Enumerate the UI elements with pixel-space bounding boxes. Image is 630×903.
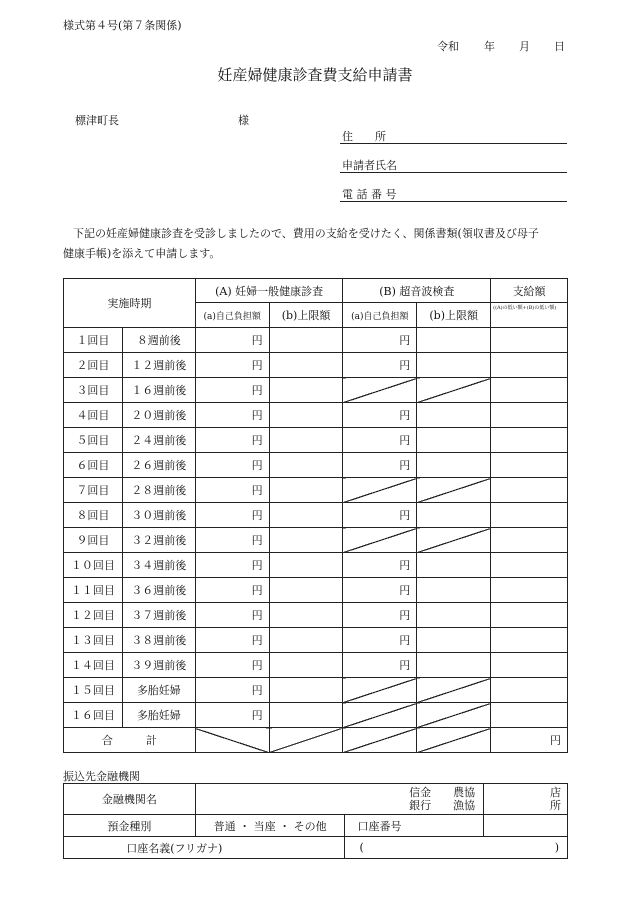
subheader-payment-note: ((A)の低い額+(B)の低い額): [491, 303, 568, 328]
row-week: ３９週前後: [122, 653, 195, 678]
header-payment: 支給額: [491, 279, 568, 303]
form-number: 様式第４号(第７条関係): [63, 19, 182, 32]
total-payment[interactable]: 円: [491, 728, 568, 753]
payment-amount[interactable]: [491, 353, 568, 378]
payment-amount[interactable]: [491, 553, 568, 578]
table-row: [64, 453, 568, 478]
subheader-b-self: (a)自己負担額: [343, 303, 417, 328]
row-number: １回目: [64, 328, 123, 353]
a-limit-amount[interactable]: [269, 378, 343, 403]
a-limit-amount[interactable]: [269, 653, 343, 678]
total-label: 合 計: [64, 728, 196, 753]
b-limit-diagonal: [417, 528, 491, 553]
b-self-amount[interactable]: 円: [343, 578, 417, 603]
bank-table: [63, 783, 568, 859]
table-row: [64, 703, 568, 728]
total-diag-a2: [269, 728, 343, 753]
b-limit-amount[interactable]: [417, 503, 491, 528]
row-week: 多胎妊婦: [122, 703, 195, 728]
branch-label-2: 所: [550, 799, 561, 812]
a-self-amount[interactable]: 円: [195, 528, 269, 553]
bank-heading: 振込先金融機関: [63, 770, 140, 783]
page-title: 妊産婦健康診査費支給申請書: [217, 66, 413, 84]
payment-amount[interactable]: [491, 528, 568, 553]
applicant-phone-label: 電 話 番 号: [342, 188, 397, 201]
a-self-amount[interactable]: 円: [195, 453, 269, 478]
b-limit-amount[interactable]: [417, 453, 491, 478]
payment-amount[interactable]: [491, 603, 568, 628]
b-self-amount[interactable]: 円: [343, 628, 417, 653]
payment-amount[interactable]: [491, 428, 568, 453]
bank-name-label: 金融機関名: [64, 784, 196, 815]
row-week: ８週前後: [122, 328, 195, 353]
row-number: １４回目: [64, 653, 123, 678]
b-limit-amount[interactable]: [417, 578, 491, 603]
b-limit-amount[interactable]: [417, 603, 491, 628]
a-limit-amount[interactable]: [269, 603, 343, 628]
b-limit-amount[interactable]: [417, 628, 491, 653]
subheader-b-limit: (b)上限額: [417, 303, 491, 328]
row-number: ２回目: [64, 353, 123, 378]
applicant-address-label: 住 所: [342, 130, 386, 143]
table-row: [64, 678, 568, 703]
payment-amount[interactable]: [491, 703, 568, 728]
row-number: １５回目: [64, 678, 123, 703]
applicant-name-label: 申請者氏名: [342, 159, 397, 172]
b-self-amount[interactable]: 円: [343, 653, 417, 678]
b-self-amount[interactable]: 円: [343, 453, 417, 478]
row-week: ３７週前後: [122, 603, 195, 628]
row-week: １２週前後: [122, 353, 195, 378]
phone-underline: [340, 201, 567, 202]
a-limit-amount[interactable]: [269, 628, 343, 653]
account-type-label: 預金種別: [64, 815, 196, 837]
b-limit-diagonal: [417, 678, 491, 703]
b-self-diagonal: [343, 678, 417, 703]
holder-label: 口座名義(フリガナ): [64, 837, 345, 859]
b-self-amount[interactable]: 円: [343, 503, 417, 528]
row-number: ３回目: [64, 378, 123, 403]
payment-amount[interactable]: [491, 503, 568, 528]
table-row: [64, 403, 568, 428]
row-number: １１回目: [64, 578, 123, 603]
a-self-amount[interactable]: 円: [195, 503, 269, 528]
address-underline: [340, 143, 567, 144]
b-limit-diagonal: [417, 703, 491, 728]
date-era: 令和: [437, 40, 459, 53]
table-row: [64, 653, 568, 678]
addressee-name: 標津町長: [75, 114, 119, 127]
row-week: ３８週前後: [122, 628, 195, 653]
row-number: ９回目: [64, 528, 123, 553]
a-self-amount[interactable]: 円: [195, 703, 269, 728]
a-self-amount[interactable]: 円: [195, 353, 269, 378]
row-number: １６回目: [64, 703, 123, 728]
date-line: [437, 38, 567, 54]
b-self-amount[interactable]: 円: [343, 553, 417, 578]
table-row: [64, 528, 568, 553]
holder-paren-close: ): [554, 841, 559, 854]
holder-field[interactable]: [345, 837, 568, 859]
table-row: [64, 478, 568, 503]
payment-amount[interactable]: [491, 403, 568, 428]
header-b: (B) 超音波検査: [343, 279, 491, 303]
a-limit-amount[interactable]: [269, 353, 343, 378]
b-self-amount[interactable]: 円: [343, 428, 417, 453]
date-day: 日: [554, 40, 565, 53]
payment-amount[interactable]: [491, 378, 568, 403]
row-week: ２０週前後: [122, 403, 195, 428]
b-self-amount[interactable]: 円: [343, 603, 417, 628]
row-week: ３０週前後: [122, 503, 195, 528]
branch-field[interactable]: [484, 784, 568, 815]
subheader-a-limit: (b)上限額: [269, 303, 343, 328]
b-limit-amount[interactable]: [417, 353, 491, 378]
table-row: [64, 603, 568, 628]
table-row: [64, 353, 568, 378]
b-limit-diagonal: [417, 378, 491, 403]
bank-type-line-1: 信金 農協: [409, 786, 476, 799]
account-type-options[interactable]: 普通 ・ 当座 ・ その他: [195, 815, 345, 837]
branch-label-1: 店: [550, 786, 561, 799]
row-number: １３回目: [64, 628, 123, 653]
row-number: ６回目: [64, 453, 123, 478]
account-number-cell: [345, 815, 484, 837]
a-limit-amount[interactable]: [269, 578, 343, 603]
a-limit-amount[interactable]: [269, 403, 343, 428]
b-limit-amount[interactable]: [417, 653, 491, 678]
header-a: (A) 妊婦一般健康診査: [195, 279, 343, 303]
b-limit-amount[interactable]: [417, 403, 491, 428]
a-limit-amount[interactable]: [269, 478, 343, 503]
body-text-line-2: 健康手帳)を添えて申請します。: [63, 247, 221, 260]
addressee-honorific: 様: [238, 114, 249, 127]
body-text-line-1: 下記の妊産婦健康診査を受診しましたので、費用の支給を受けたく、関係書類(領収書及び母子: [73, 227, 539, 240]
a-limit-amount[interactable]: [269, 428, 343, 453]
a-self-amount[interactable]: 円: [195, 328, 269, 353]
b-limit-amount[interactable]: [417, 553, 491, 578]
a-limit-amount[interactable]: [269, 703, 343, 728]
row-week: ３６週前後: [122, 578, 195, 603]
holder-paren-open: (: [359, 841, 364, 854]
a-self-amount[interactable]: 円: [195, 553, 269, 578]
row-number: ４回目: [64, 403, 123, 428]
table-row: [64, 328, 568, 353]
row-week: １６週前後: [122, 378, 195, 403]
b-limit-diagonal: [417, 478, 491, 503]
row-week: ２６週前後: [122, 453, 195, 478]
a-self-amount[interactable]: 円: [195, 653, 269, 678]
b-self-amount[interactable]: 円: [343, 403, 417, 428]
row-number: ５回目: [64, 428, 123, 453]
table-row: [64, 553, 568, 578]
subheader-a-self: (a)自己負担額: [195, 303, 269, 328]
b-self-amount[interactable]: 円: [343, 353, 417, 378]
row-week: ２８週前後: [122, 478, 195, 503]
row-number: １０回目: [64, 553, 123, 578]
payment-amount[interactable]: [491, 578, 568, 603]
table-row: [64, 503, 568, 528]
b-self-diagonal: [343, 478, 417, 503]
header-period: 実施時期: [64, 279, 196, 328]
date-month: 月: [519, 40, 530, 53]
table-row: [64, 628, 568, 653]
payment-amount[interactable]: [491, 328, 568, 353]
a-limit-amount[interactable]: [269, 503, 343, 528]
exam-table: [63, 278, 568, 753]
row-week: ３２週前後: [122, 528, 195, 553]
b-self-diagonal: [343, 703, 417, 728]
total-diag-b2: [417, 728, 491, 753]
bank-type-line-2: 銀行 漁協: [409, 799, 476, 812]
b-limit-amount[interactable]: [417, 428, 491, 453]
total-diag-b1: [343, 728, 417, 753]
a-self-amount[interactable]: 円: [195, 428, 269, 453]
b-self-diagonal: [343, 378, 417, 403]
b-limit-amount[interactable]: [417, 328, 491, 353]
account-number-label: 口座番号: [357, 819, 402, 833]
body-text: [63, 224, 568, 264]
table-row: [64, 578, 568, 603]
a-self-amount[interactable]: 円: [195, 578, 269, 603]
total-diag-a1: [195, 728, 269, 753]
a-limit-amount[interactable]: [269, 553, 343, 578]
b-self-amount[interactable]: 円: [343, 328, 417, 353]
a-self-amount[interactable]: 円: [195, 603, 269, 628]
a-limit-amount[interactable]: [269, 328, 343, 353]
row-number: １２回目: [64, 603, 123, 628]
a-self-amount[interactable]: 円: [195, 478, 269, 503]
b-self-diagonal: [343, 528, 417, 553]
table-row: [64, 378, 568, 403]
a-limit-amount[interactable]: [269, 453, 343, 478]
name-underline: [340, 172, 567, 173]
row-week: ３４週前後: [122, 553, 195, 578]
a-self-amount[interactable]: 円: [195, 628, 269, 653]
a-self-amount[interactable]: 円: [195, 378, 269, 403]
a-self-amount[interactable]: 円: [195, 403, 269, 428]
account-number-field[interactable]: [484, 815, 568, 837]
a-self-amount[interactable]: 円: [195, 678, 269, 703]
row-number: ７回目: [64, 478, 123, 503]
a-limit-amount[interactable]: [269, 528, 343, 553]
bank-name-field[interactable]: [195, 784, 483, 815]
row-week: ２４週前後: [122, 428, 195, 453]
payment-amount[interactable]: [491, 628, 568, 653]
row-week: 多胎妊婦: [122, 678, 195, 703]
date-year: 年: [484, 40, 495, 53]
payment-amount[interactable]: [491, 678, 568, 703]
payment-amount[interactable]: [491, 478, 568, 503]
a-limit-amount[interactable]: [269, 678, 343, 703]
payment-amount[interactable]: [491, 453, 568, 478]
table-row: [64, 428, 568, 453]
payment-amount[interactable]: [491, 653, 568, 678]
row-number: ８回目: [64, 503, 123, 528]
